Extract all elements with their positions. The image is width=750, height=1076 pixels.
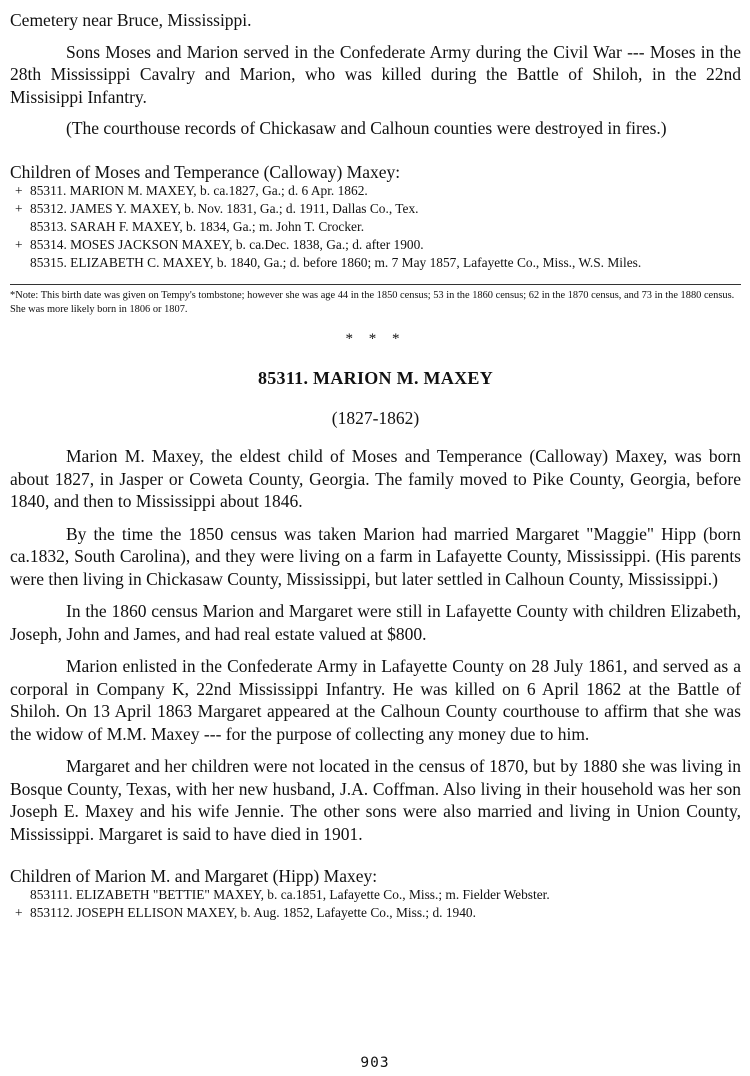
child-entry-text: 853111. ELIZABETH "BETTIE" MAXEY, b. ca.1851, Lafayette Co., Miss.; m. Fielder Webster.: [30, 887, 550, 902]
footnote: *Note: This birth date was given on Tempy's tombstone; however she was age 44 in the 1850 census; 53 in the 1860 census; 62 in the 1870 census, and 73 in the 1880 census. She was more likely born in 1806 or 1807.: [10, 289, 735, 315]
child-entry-text: 85313. SARAH F. MAXEY, b. 1834, Ga.; m. John T. Crocker.: [30, 218, 365, 234]
child-entry-text: 85314. MOSES JACKSON MAXEY, b. ca.Dec. 1838, Ga.; d. after 1900.: [30, 236, 424, 252]
page-number: 903: [360, 1055, 390, 1071]
child-entry-text: 85311. MARION M. MAXEY, b. ca.1827, Ga.; d. 6 Apr. 1862.: [30, 182, 368, 198]
section-title: 85311. MARION M. MAXEY: [257, 367, 494, 388]
paragraph-marriage: By the time the 1850 census was taken Marion had married Margaret "Maggie" Hipp (born ca.1832, South Carolina), and they were living on a farm in Lafayette County, Mississippi. (His parents were then living in Chickasaw County, Mississippi, but later settled in Calhoun County, Mississippi.): [10, 523, 741, 589]
list-item: [10, 254, 741, 272]
paragraph-courthouse-records: (The courthouse records of Chickasaw and Calhoun counties were destroyed in fires.): [66, 118, 667, 138]
has-descendants-marker: +: [15, 236, 23, 252]
list-item: [10, 218, 741, 236]
paragraph-later-life: Margaret and her children were not located in the census of 1870, but by 1880 she was living in Bosque County, Texas, with her new husband, J.A. Coffman. Also living in their household was her son Joseph E. Maxey and his wife Jennie. The other sons were also married and living in Union County, Mississippi. Margaret is said to have died in 1901.: [10, 756, 741, 844]
list-item: [10, 200, 741, 218]
paragraph-1860-census: In the 1860 census Marion and Margaret were still in Lafayette County with children Elizabeth, Joseph, John and James, and had real estate valued at $800.: [10, 601, 741, 644]
has-descendants-marker: +: [15, 200, 23, 216]
child-entry-text: 853112. JOSEPH ELLISON MAXEY, b. Aug. 1852, Lafayette Co., Miss.; d. 1940.: [30, 905, 476, 920]
children-list-heading: Children of Moses and Temperance (Calloway) Maxey:: [10, 161, 401, 182]
has-descendants-marker: +: [15, 182, 23, 198]
child-entry-text: 85315. ELIZABETH C. MAXEY, b. 1840, Ga.; d. before 1860; m. 7 May 1857, Lafayette Co., Miss., W.S. Miles.: [30, 254, 642, 270]
paragraph-military-service: Marion enlisted in the Confederate Army in Lafayette County on 28 July 1861, and served as a corporal in Company K, 22nd Mississippi Infantry. He was killed on 6 April 1862 at the Battle of Shiloh. On 13 April 1863 Margaret appeared at the Calhoun County courthouse to affirm that she was the widow of M.M. Maxey --- for the purpose of collecting any money due to him.: [10, 656, 741, 744]
footnote-divider: [10, 284, 741, 285]
children-list-heading: Children of Marion M. and Margaret (Hipp) Maxey:: [10, 866, 378, 886]
paragraph-birth: Marion M. Maxey, the eldest child of Moses and Temperance (Calloway) Maxey, was born about 1827, in Jasper or Coweta County, Georgia. The family moved to Pike County, Georgia, before 1840, and then to Mississippi about 1846.: [10, 446, 741, 511]
continued-line: Cemetery near Bruce, Mississippi.: [10, 10, 252, 30]
list-item: [10, 886, 741, 904]
list-item: [10, 182, 741, 200]
has-descendants-marker: +: [15, 905, 23, 920]
list-item: [10, 904, 741, 922]
paragraph-sons-service: Sons Moses and Marion served in the Confederate Army during the Civil War --- Moses in the 28th Mississippi Cavalry and Marion, who was killed during the Battle of Shiloh, in the 22nd Missisippi Infantry.: [10, 41, 741, 107]
document-page: [10, 0, 741, 922]
children-list: [10, 886, 741, 922]
section-separator: * * *: [345, 330, 406, 347]
list-item: [10, 236, 741, 254]
children-list: [10, 182, 741, 272]
child-entry-text: 85312. JAMES Y. MAXEY, b. Nov. 1831, Ga.; d. 1911, Dallas Co., Tex.: [30, 200, 419, 216]
section-dates: (1827-1862): [331, 407, 420, 428]
